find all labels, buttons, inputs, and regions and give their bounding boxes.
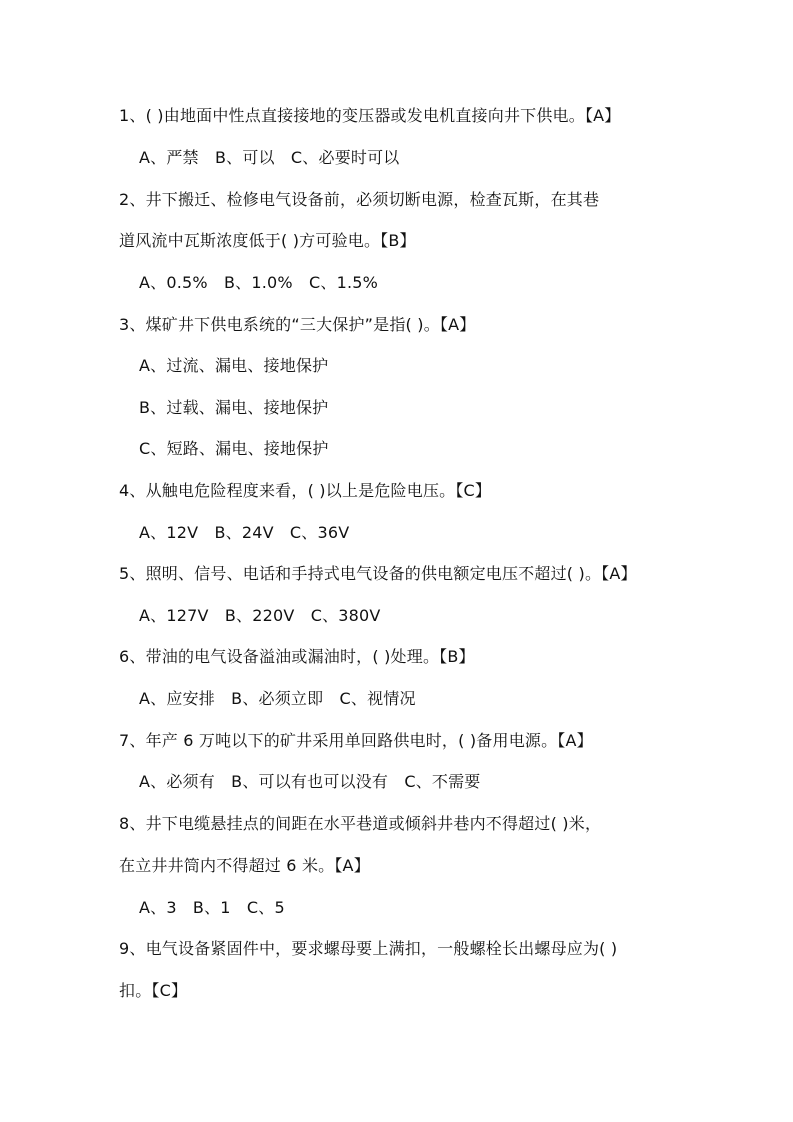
question-7-text: 7、年产 6 万吨以下的矿井采用单回路供电时，( )备用电源。【A】: [119, 731, 593, 750]
question-3-option-c: C、短路、漏电、接地保护: [139, 439, 329, 458]
question-1-options: A、严禁 B、可以 C、必要时可以: [139, 148, 400, 167]
question-4-text: 4、从触电危险程度来看，( )以上是危险电压。【C】: [119, 481, 492, 500]
question-9-text: 9、电气设备紧固件中，要求螺母要上满扣，一般螺栓长出螺母应为( ): [119, 939, 618, 958]
question-3-option-a: A、过流、漏电、接地保护: [139, 356, 329, 375]
question-5-text: 5、照明、信号、电话和手持式电气设备的供电额定电压不超过( )。【A】: [119, 564, 637, 583]
question-7-options: A、必须有 B、可以有也可以没有 C、不需要: [139, 772, 481, 791]
question-5-options: A、127V B、220V C、380V: [139, 606, 381, 625]
question-2-options: A、0.5% B、1.0% C、1.5%: [139, 273, 379, 292]
question-9-text-cont: 扣。【C】: [119, 981, 188, 1000]
question-4-options: A、12V B、24V C、36V: [139, 523, 350, 542]
question-8-text: 8、井下电缆悬挂点的间距在水平巷道或倾斜井巷内不得超过( )米，: [119, 814, 602, 833]
question-3-option-b: B、过载、漏电、接地保护: [139, 398, 329, 417]
question-2-text: 2、井下搬迁、检修电气设备前，必须切断电源，检查瓦斯，在其巷: [119, 190, 600, 209]
question-6-text: 6、带油的电气设备溢油或漏油时，( )处理。【B】: [119, 647, 475, 666]
question-8-text-cont: 在立井井筒内不得超过 6 米。【A】: [119, 856, 370, 875]
question-2-text-cont: 道风流中瓦斯浓度低于( )方可验电。【B】: [119, 231, 416, 250]
question-1-text: 1、( )由地面中性点直接接地的变压器或发电机直接向井下供电。【A】: [119, 106, 621, 125]
question-6-options: A、应安排 B、必须立即 C、视情况: [139, 689, 416, 708]
question-3-text: 3、煤矿井下供电系统的“三大保护”是指( )。【A】: [119, 315, 476, 334]
question-8-options: A、3 B、1 C、5: [139, 898, 285, 917]
